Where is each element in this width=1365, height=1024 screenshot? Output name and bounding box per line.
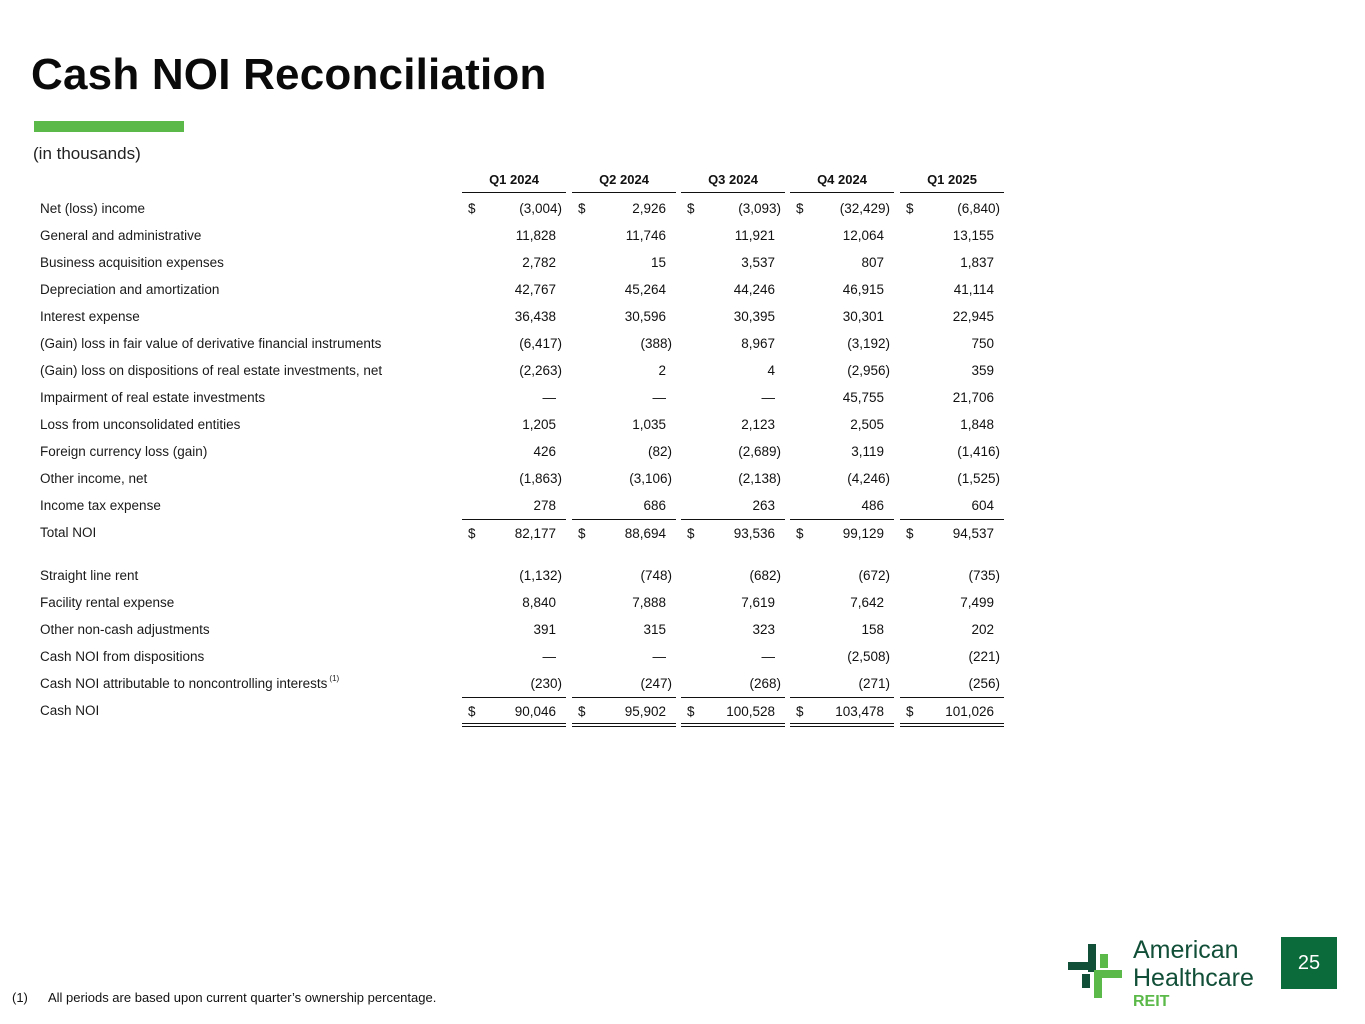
currency-symbol: $	[687, 201, 695, 216]
page-title: Cash NOI Reconciliation	[31, 50, 547, 99]
value-cell	[572, 670, 676, 698]
value-cell	[900, 357, 1004, 384]
value-cell	[900, 519, 1004, 545]
value-cell	[900, 589, 1004, 616]
cell-value: 3,537	[741, 255, 775, 270]
cell-value: 11,746	[625, 228, 666, 243]
footnote-reference: (1)	[329, 674, 340, 683]
table-row	[0, 438, 1365, 465]
column-header: Q1 2025	[900, 172, 1004, 193]
cell-value: —	[652, 649, 666, 664]
footnote-marker: (1)	[12, 990, 28, 1005]
row-label	[40, 444, 207, 459]
row-label	[40, 417, 240, 432]
value-cell	[790, 438, 894, 465]
cell-value: 82,177	[514, 526, 556, 541]
cell-value: 315	[643, 622, 666, 637]
currency-symbol: $	[578, 526, 586, 541]
medical-cross-icon	[1066, 942, 1124, 1000]
value-cell	[572, 438, 676, 465]
table-row	[0, 670, 1365, 697]
table-row	[0, 465, 1365, 492]
value-cell	[572, 249, 676, 276]
row-label	[40, 471, 147, 486]
cell-value: (672)	[858, 568, 890, 583]
value-cell	[572, 357, 676, 384]
row-label	[40, 390, 265, 405]
cell-value: —	[542, 390, 556, 405]
cell-value: (3,093)	[738, 201, 781, 216]
value-cell	[462, 465, 566, 492]
cell-value: 1,848	[960, 417, 994, 432]
currency-symbol: $	[578, 704, 586, 719]
value-cell	[462, 697, 566, 727]
value-cell	[572, 643, 676, 670]
value-cell	[790, 195, 894, 222]
value-cell	[790, 222, 894, 249]
table-row	[0, 384, 1365, 411]
row-label	[40, 622, 210, 637]
row-label-text: Other income, net	[40, 471, 148, 486]
row-label-text: Interest expense	[40, 309, 140, 324]
value-cell	[900, 303, 1004, 330]
table-row	[0, 357, 1365, 384]
row-label	[40, 676, 339, 691]
table-row	[0, 492, 1365, 519]
cell-value: 2	[658, 363, 666, 378]
value-cell	[681, 303, 785, 330]
currency-symbol: $	[468, 704, 476, 719]
cell-value: (735)	[968, 568, 1000, 583]
cell-value: 486	[861, 498, 884, 513]
value-cell	[681, 411, 785, 438]
value-cell	[462, 616, 566, 643]
cell-value: 30,301	[842, 309, 884, 324]
table-row	[0, 222, 1365, 249]
column-header: Q4 2024	[790, 172, 894, 193]
currency-symbol: $	[687, 526, 695, 541]
cell-value: 7,619	[741, 595, 775, 610]
value-cell	[790, 697, 894, 727]
row-label-text: Total NOI	[40, 525, 97, 540]
value-cell	[572, 222, 676, 249]
cell-value: 12,064	[842, 228, 884, 243]
row-label-text: Income tax expense	[40, 498, 161, 513]
row-label-text: General and administrative	[40, 228, 202, 243]
row-label	[40, 228, 201, 243]
footnote-text: All periods are based upon current quarter’s ownership percentage.	[48, 990, 437, 1005]
value-cell	[900, 670, 1004, 698]
value-cell	[681, 589, 785, 616]
cell-value: (748)	[640, 568, 672, 583]
currency-symbol: $	[906, 704, 914, 719]
cell-value: 90,046	[514, 704, 556, 719]
row-label-text: Business acquisition expenses	[40, 255, 224, 270]
column-header: Q1 2024	[462, 172, 566, 193]
currency-symbol: $	[796, 201, 804, 216]
cell-value: 94,537	[952, 526, 994, 541]
logo-text-reit: REIT	[1133, 993, 1170, 1010]
cell-value: 202	[971, 622, 994, 637]
value-cell	[681, 643, 785, 670]
cell-value: 278	[533, 498, 556, 513]
cell-value: 15	[650, 255, 666, 270]
cell-value: (2,508)	[847, 649, 890, 664]
value-cell	[900, 249, 1004, 276]
logo-text-healthcare: Healthcare	[1133, 964, 1254, 992]
value-cell	[900, 195, 1004, 222]
cell-value: (388)	[640, 336, 672, 351]
value-cell	[462, 643, 566, 670]
column-header: Q3 2024	[681, 172, 785, 193]
cell-value: (247)	[640, 676, 672, 691]
cell-value: 1,837	[960, 255, 994, 270]
value-cell	[900, 411, 1004, 438]
row-label-text: Cash NOI	[40, 703, 100, 718]
cell-value: (1,863)	[519, 471, 562, 486]
value-cell	[790, 616, 894, 643]
value-cell	[900, 616, 1004, 643]
cell-value: —	[761, 390, 775, 405]
value-cell	[462, 249, 566, 276]
value-cell	[900, 222, 1004, 249]
cell-value: (221)	[968, 649, 1000, 664]
row-label	[40, 595, 174, 610]
value-cell	[900, 465, 1004, 492]
cell-value: 7,499	[960, 595, 994, 610]
cell-value: 11,828	[515, 228, 556, 243]
cell-value: 42,767	[514, 282, 556, 297]
cell-value: (230)	[530, 676, 562, 691]
value-cell	[900, 384, 1004, 411]
cell-value: 359	[971, 363, 994, 378]
value-cell	[462, 330, 566, 357]
table-row	[0, 411, 1365, 438]
units-subtitle: (in thousands)	[33, 144, 141, 163]
cell-value: 686	[643, 498, 666, 513]
cell-value: 45,264	[624, 282, 666, 297]
cell-value: (2,956)	[847, 363, 890, 378]
value-cell	[572, 303, 676, 330]
row-label-text: Loss from unconsolidated entities	[40, 417, 241, 432]
currency-symbol: $	[906, 526, 914, 541]
table-row	[0, 276, 1365, 303]
cell-value: 4	[767, 363, 775, 378]
value-cell	[462, 303, 566, 330]
value-cell	[681, 357, 785, 384]
cell-value: (1,525)	[957, 471, 1000, 486]
value-cell	[900, 438, 1004, 465]
cell-value: 1,205	[522, 417, 556, 432]
cell-value: (2,689)	[738, 444, 781, 459]
value-cell	[572, 616, 676, 643]
cell-value: (3,106)	[629, 471, 672, 486]
row-label	[40, 703, 99, 718]
cell-value: (2,138)	[738, 471, 781, 486]
table-row	[0, 303, 1365, 330]
value-cell	[900, 276, 1004, 303]
cell-value: (3,192)	[847, 336, 890, 351]
value-cell	[681, 438, 785, 465]
cell-value: 1,035	[632, 417, 666, 432]
cell-value: 88,694	[624, 526, 666, 541]
cell-value: (1,132)	[519, 568, 562, 583]
currency-symbol: $	[796, 704, 804, 719]
cell-value: 30,596	[624, 309, 666, 324]
value-cell	[900, 330, 1004, 357]
value-cell	[681, 249, 785, 276]
currency-symbol: $	[468, 526, 476, 541]
cell-value: 103,478	[835, 704, 884, 719]
value-cell	[462, 384, 566, 411]
row-label-text: Impairment of real estate investments	[40, 390, 266, 405]
value-cell	[900, 562, 1004, 589]
cell-value: 8,840	[522, 595, 556, 610]
cell-value: —	[542, 649, 556, 664]
row-label	[40, 255, 224, 270]
table-row	[0, 249, 1365, 276]
value-cell	[681, 195, 785, 222]
row-label-text: (Gain) loss on dispositions of real estate investments, net	[40, 363, 383, 378]
value-cell	[681, 670, 785, 698]
row-label-text: Depreciation and amortization	[40, 282, 220, 297]
value-cell	[462, 670, 566, 698]
logo-text-american: American	[1133, 936, 1239, 964]
value-cell	[790, 330, 894, 357]
cell-value: 807	[861, 255, 884, 270]
value-cell	[462, 492, 566, 520]
cell-value: 95,902	[624, 704, 666, 719]
cell-value: 101,026	[945, 704, 994, 719]
cell-value: (268)	[749, 676, 781, 691]
value-cell	[900, 492, 1004, 520]
table-row	[0, 330, 1365, 357]
row-label	[40, 309, 140, 324]
value-cell	[790, 411, 894, 438]
cell-value: (82)	[647, 444, 672, 459]
value-cell	[790, 249, 894, 276]
cell-value: (682)	[749, 568, 781, 583]
currency-symbol: $	[468, 201, 476, 216]
value-cell	[572, 697, 676, 727]
value-cell	[790, 357, 894, 384]
row-label-text: Net (loss) income	[40, 201, 146, 216]
row-label-text: Cash NOI attributable to noncontrolling interests	[40, 676, 328, 691]
value-cell	[462, 411, 566, 438]
value-cell	[790, 519, 894, 545]
row-label-text: Other non-cash adjustments	[40, 622, 210, 637]
table-row	[0, 643, 1365, 670]
row-label	[40, 282, 219, 297]
value-cell	[572, 465, 676, 492]
row-label	[40, 363, 382, 378]
table-row	[0, 562, 1365, 589]
value-cell	[681, 222, 785, 249]
value-cell	[900, 697, 1004, 727]
table-row	[0, 616, 1365, 643]
value-cell	[462, 276, 566, 303]
value-cell	[790, 384, 894, 411]
cell-value: 2,123	[741, 417, 775, 432]
row-label	[40, 201, 145, 216]
value-cell	[572, 411, 676, 438]
row-label-text: Cash NOI from dispositions	[40, 649, 205, 664]
value-cell	[572, 195, 676, 222]
value-cell	[900, 643, 1004, 670]
cell-value: 46,915	[842, 282, 884, 297]
value-cell	[572, 330, 676, 357]
value-cell	[681, 384, 785, 411]
value-cell	[790, 643, 894, 670]
table-row	[0, 697, 1365, 724]
row-label-text: Facility rental expense	[40, 595, 175, 610]
cell-value: (2,263)	[519, 363, 562, 378]
row-label	[40, 568, 138, 583]
cell-value: 8,967	[741, 336, 775, 351]
value-cell	[790, 589, 894, 616]
cell-value: 263	[752, 498, 775, 513]
value-cell	[572, 589, 676, 616]
cell-value: 44,246	[733, 282, 775, 297]
value-cell	[790, 670, 894, 698]
value-cell	[790, 465, 894, 492]
value-cell	[462, 195, 566, 222]
value-cell	[681, 492, 785, 520]
value-cell	[572, 492, 676, 520]
currency-symbol: $	[578, 201, 586, 216]
cell-value: 36,438	[514, 309, 556, 324]
cell-value: 45,755	[842, 390, 884, 405]
cell-value: 41,114	[953, 282, 994, 297]
page-number: 25	[1281, 937, 1337, 989]
value-cell	[572, 384, 676, 411]
cell-value: 426	[533, 444, 556, 459]
cell-value: 93,536	[733, 526, 775, 541]
row-label-text: Straight line rent	[40, 568, 139, 583]
row-label-text: Foreign currency loss (gain)	[40, 444, 208, 459]
value-cell	[681, 276, 785, 303]
value-cell	[681, 465, 785, 492]
cell-value: 2,926	[632, 201, 666, 216]
value-cell	[462, 519, 566, 545]
cell-value: 100,528	[726, 704, 775, 719]
cell-value: 99,129	[842, 526, 884, 541]
value-cell	[462, 438, 566, 465]
column-header: Q2 2024	[572, 172, 676, 193]
cell-value: (6,417)	[519, 336, 562, 351]
cell-value: 21,706	[952, 390, 994, 405]
row-label	[40, 525, 96, 540]
cell-value: —	[761, 649, 775, 664]
value-cell	[790, 562, 894, 589]
row-label-text: (Gain) loss in fair value of derivative financial instruments	[40, 336, 382, 351]
cell-value: 3,119	[851, 444, 884, 459]
table-row	[0, 195, 1365, 222]
cell-value: —	[652, 390, 666, 405]
cell-value: (1,416)	[957, 444, 1000, 459]
cell-value: 2,782	[522, 255, 556, 270]
currency-symbol: $	[796, 526, 804, 541]
value-cell	[681, 519, 785, 545]
value-cell	[681, 562, 785, 589]
value-cell	[462, 562, 566, 589]
value-cell	[790, 492, 894, 520]
value-cell	[790, 276, 894, 303]
value-cell	[462, 357, 566, 384]
row-label	[40, 498, 161, 513]
cell-value: (271)	[858, 676, 890, 691]
cell-value: 323	[752, 622, 775, 637]
cell-value: 7,888	[632, 595, 666, 610]
cell-value: 22,945	[952, 309, 994, 324]
currency-symbol: $	[687, 704, 695, 719]
cell-value: 13,155	[952, 228, 994, 243]
table-row	[0, 519, 1365, 546]
cell-value: (3,004)	[519, 201, 562, 216]
cell-value: 2,505	[850, 417, 884, 432]
value-cell	[572, 519, 676, 545]
value-cell	[681, 330, 785, 357]
cell-value: (4,246)	[847, 471, 890, 486]
cell-value: 11,921	[734, 228, 775, 243]
cell-value: 391	[533, 622, 556, 637]
cell-value: (6,840)	[957, 201, 1000, 216]
cell-value: (256)	[968, 676, 1000, 691]
value-cell	[462, 589, 566, 616]
value-cell	[462, 222, 566, 249]
value-cell	[681, 697, 785, 727]
table-row	[0, 589, 1365, 616]
value-cell	[790, 303, 894, 330]
cell-value: (32,429)	[839, 201, 890, 216]
row-label	[40, 336, 381, 351]
cell-value: 7,642	[850, 595, 884, 610]
cell-value: 30,395	[733, 309, 775, 324]
value-cell	[681, 616, 785, 643]
company-logo	[1066, 936, 1266, 1016]
row-label	[40, 649, 204, 664]
cell-value: 604	[971, 498, 994, 513]
cell-value: 158	[861, 622, 884, 637]
cell-value: 750	[971, 336, 994, 351]
value-cell	[572, 276, 676, 303]
currency-symbol: $	[906, 201, 914, 216]
value-cell	[572, 562, 676, 589]
